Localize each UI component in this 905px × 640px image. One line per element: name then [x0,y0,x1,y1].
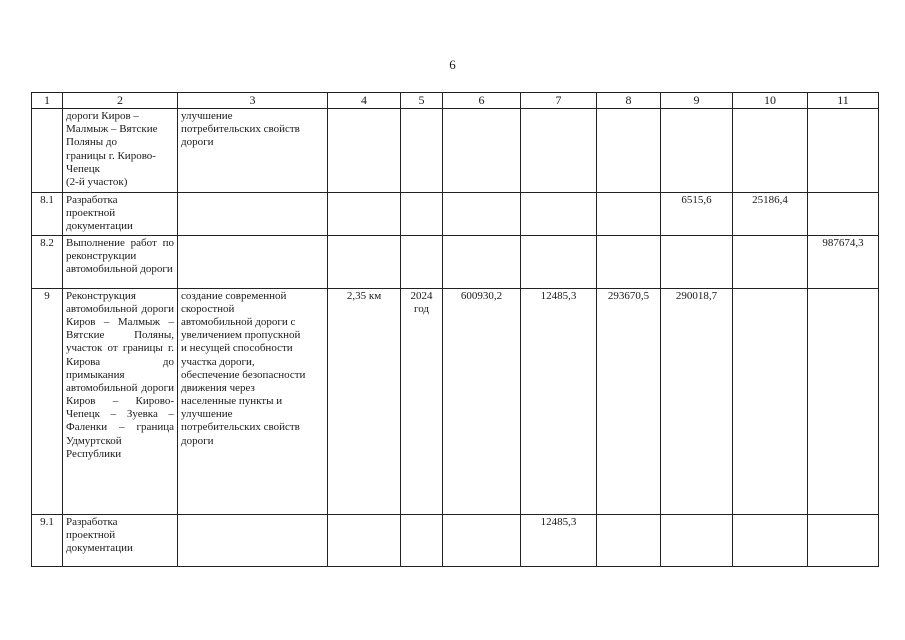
value-cell [808,109,879,193]
value-cell: 25186,4 [733,193,808,236]
table-row [32,193,879,236]
value-cell [661,514,733,566]
value-cell [443,514,521,566]
data-table [31,92,879,567]
value-cell: 987674,3 [808,235,879,288]
value-cell: 600930,2 [443,288,521,514]
value-cell [597,514,661,566]
value-cell: 290018,7 [661,288,733,514]
object-name-cell: Разработка проектной документации [63,193,178,236]
row-number-cell [32,109,63,193]
row-number-cell: 9.1 [32,514,63,566]
column-header: 9 [661,93,733,109]
value-cell [443,193,521,236]
table-row [32,109,879,193]
value-cell [661,109,733,193]
value-cell: 293670,5 [597,288,661,514]
year-cell [401,193,443,236]
column-header: 6 [443,93,521,109]
column-header: 11 [808,93,879,109]
row-number-cell: 8.1 [32,193,63,236]
value-cell [733,109,808,193]
column-header: 4 [328,93,401,109]
header-row [32,93,879,109]
column-header: 7 [521,93,597,109]
value-cell [597,235,661,288]
column-header: 8 [597,93,661,109]
capacity-cell [328,235,401,288]
value-cell: 6515,6 [661,193,733,236]
value-cell [733,514,808,566]
object-name-cell: дороги Киров – Малмыж – Вятские Поляны до границы г. Кирово- Чепецк (2-й участок) [63,109,178,193]
column-header: 3 [178,93,328,109]
purpose-cell: улучшение потребительских свойств дороги [178,109,328,193]
value-cell [661,235,733,288]
purpose-cell [178,193,328,236]
value-cell [521,109,597,193]
year-cell [401,514,443,566]
column-header: 10 [733,93,808,109]
row-number-cell: 8.2 [32,235,63,288]
value-cell [808,514,879,566]
page-number: 6 [449,57,456,72]
value-cell [733,288,808,514]
year-cell [401,109,443,193]
table-row [32,235,879,288]
object-name-cell: Реконструкция автомобильной дороги Киров – Малмыж – Вятские Поляны, участок от границы г. Кирова до примыкания автомобильной дороги Киров – Кирово-Чепецк – Зуевка – Фаленки – граница Удмуртской Республики [63,288,178,514]
value-cell [443,109,521,193]
row-number-cell: 9 [32,288,63,514]
purpose-cell: создание современной скоростной автомобильной дороги с увеличением пропускной и несущей способности участка дороги, обеспечение безопасности движения через населенные пункты и улучшение потребительских свойств дороги [178,288,328,514]
value-cell [443,235,521,288]
capacity-cell [328,109,401,193]
value-cell [521,235,597,288]
column-header: 5 [401,93,443,109]
table-row [32,288,879,514]
value-cell [597,193,661,236]
value-cell [597,109,661,193]
value-cell [808,288,879,514]
object-name-cell: Разработка проектной документации [63,514,178,566]
capacity-cell: 2,35 км [328,288,401,514]
column-header: 2 [63,93,178,109]
value-cell: 12485,3 [521,288,597,514]
value-cell [808,193,879,236]
value-cell: 12485,3 [521,514,597,566]
column-header: 1 [32,93,63,109]
table-row [32,514,879,566]
year-cell [401,235,443,288]
value-cell [733,235,808,288]
purpose-cell [178,235,328,288]
capacity-cell [328,193,401,236]
capacity-cell [328,514,401,566]
year-cell: 2024 год [401,288,443,514]
purpose-cell [178,514,328,566]
object-name-cell: Выполнение работ по реконструкции автомобильной дороги [63,235,178,288]
value-cell [521,193,597,236]
